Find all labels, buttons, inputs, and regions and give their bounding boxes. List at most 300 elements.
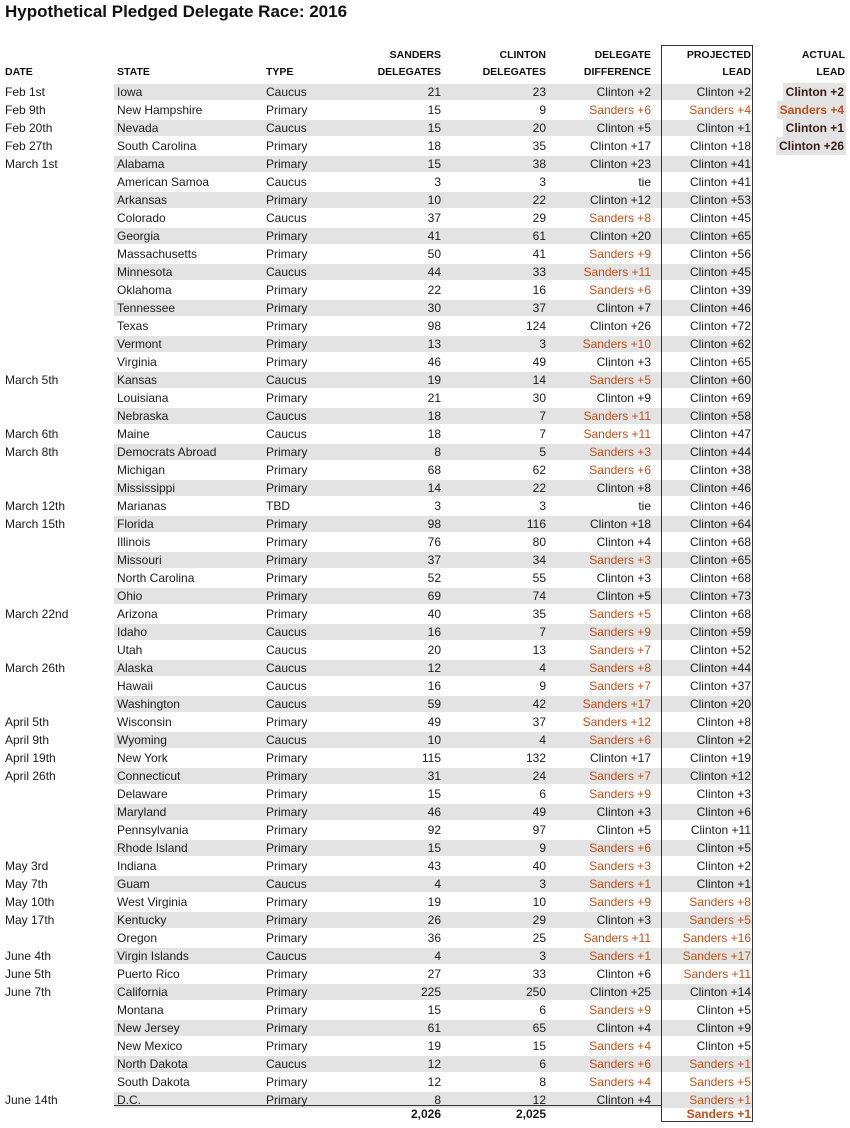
row-clinton-delegates: 13 bbox=[532, 643, 546, 657]
row-sanders-delegates: 15 bbox=[427, 1003, 441, 1017]
row-date: April 26th bbox=[5, 769, 56, 783]
row-delegate-difference: Clinton +17 bbox=[589, 139, 651, 153]
row-stripe bbox=[114, 498, 662, 514]
row-sanders-delegates: 12 bbox=[427, 1057, 441, 1071]
row-projected-lead: Sanders +5 bbox=[689, 913, 751, 927]
row-projected-lead: Sanders +1 bbox=[689, 1057, 751, 1071]
row-state: Illinois bbox=[117, 535, 151, 549]
row-sanders-delegates: 59 bbox=[427, 697, 441, 711]
row-type: Caucus bbox=[266, 661, 307, 675]
table-row bbox=[0, 425, 850, 443]
row-clinton-delegates: 80 bbox=[532, 535, 546, 549]
row-actual-lead: Clinton +2 bbox=[783, 83, 846, 101]
row-sanders-delegates: 8 bbox=[434, 445, 441, 459]
row-projected-lead: Clinton +65 bbox=[689, 553, 751, 567]
row-sanders-delegates: 15 bbox=[427, 121, 441, 135]
row-clinton-delegates: 8 bbox=[539, 1075, 546, 1089]
row-state: Tennessee bbox=[117, 301, 176, 315]
row-delegate-difference: Clinton +7 bbox=[596, 301, 651, 315]
row-sanders-delegates: 49 bbox=[427, 715, 441, 729]
row-delegate-difference: Sanders +17 bbox=[582, 697, 651, 711]
table-row bbox=[0, 857, 850, 875]
row-projected-lead: Clinton +56 bbox=[689, 247, 751, 261]
table-row bbox=[0, 389, 850, 407]
row-projected-lead: Clinton +44 bbox=[689, 445, 751, 459]
row-clinton-delegates: 10 bbox=[532, 895, 546, 909]
row-type: Primary bbox=[266, 805, 308, 819]
row-sanders-delegates: 16 bbox=[427, 625, 441, 639]
table-row bbox=[0, 713, 850, 731]
row-stripe bbox=[114, 264, 662, 280]
row-clinton-delegates: 6 bbox=[539, 787, 546, 801]
row-sanders-delegates: 19 bbox=[427, 373, 441, 387]
row-date: April 9th bbox=[5, 733, 50, 747]
row-projected-lead: Clinton +38 bbox=[689, 463, 751, 477]
row-sanders-delegates: 18 bbox=[427, 139, 441, 153]
row-stripe bbox=[114, 372, 662, 388]
row-sanders-delegates: 37 bbox=[427, 211, 441, 225]
row-delegate-difference: Sanders +4 bbox=[589, 1075, 651, 1089]
row-projected-lead: Clinton +3 bbox=[696, 787, 751, 801]
row-stripe bbox=[114, 948, 662, 964]
table-row bbox=[0, 911, 850, 929]
row-delegate-difference: Sanders +6 bbox=[589, 841, 651, 855]
total-projected-lead: Sanders +1 bbox=[686, 1107, 751, 1121]
row-date: Feb 1st bbox=[5, 85, 46, 99]
row-sanders-delegates: 18 bbox=[427, 409, 441, 423]
row-date: Feb 9th bbox=[5, 103, 46, 117]
row-sanders-delegates: 13 bbox=[427, 337, 441, 351]
row-stripe bbox=[114, 552, 662, 568]
row-projected-lead: Clinton +2 bbox=[696, 733, 751, 747]
row-projected-lead: Clinton +5 bbox=[696, 1039, 751, 1053]
row-delegate-difference: Sanders +7 bbox=[589, 679, 651, 693]
header-sanders-line1: SANDERS bbox=[389, 49, 441, 61]
row-projected-lead: Clinton +65 bbox=[689, 229, 751, 243]
row-stripe bbox=[114, 192, 662, 208]
table-row bbox=[0, 1037, 850, 1055]
table-row bbox=[0, 155, 850, 173]
table-row bbox=[0, 1019, 850, 1037]
table-row bbox=[0, 101, 850, 119]
row-type: Primary bbox=[266, 859, 308, 873]
table-row bbox=[0, 353, 850, 371]
row-delegate-difference: Clinton +4 bbox=[596, 1021, 651, 1035]
row-stripe bbox=[114, 858, 662, 874]
header-projected-line1: PROJECTED bbox=[686, 49, 751, 61]
row-clinton-delegates: 15 bbox=[532, 1039, 546, 1053]
row-stripe bbox=[114, 714, 662, 730]
row-projected-lead: Sanders +5 bbox=[689, 1075, 751, 1089]
row-type: Caucus bbox=[266, 175, 307, 189]
row-stripe bbox=[114, 84, 662, 100]
row-delegate-difference: Sanders +9 bbox=[589, 895, 651, 909]
row-sanders-delegates: 18 bbox=[427, 427, 441, 441]
row-sanders-delegates: 3 bbox=[434, 175, 441, 189]
row-delegate-difference: Clinton +8 bbox=[596, 481, 651, 495]
row-sanders-delegates: 46 bbox=[427, 355, 441, 369]
row-projected-lead: Clinton +62 bbox=[689, 337, 751, 351]
row-clinton-delegates: 9 bbox=[539, 103, 546, 117]
row-type: Primary bbox=[266, 751, 308, 765]
row-stripe bbox=[114, 588, 662, 604]
row-state: Maine bbox=[117, 427, 150, 441]
row-state: Vermont bbox=[117, 337, 162, 351]
row-projected-lead: Clinton +2 bbox=[696, 85, 751, 99]
row-sanders-delegates: 76 bbox=[427, 535, 441, 549]
row-projected-lead: Clinton +37 bbox=[689, 679, 751, 693]
row-delegate-difference: Sanders +1 bbox=[589, 949, 651, 963]
table-row bbox=[0, 533, 850, 551]
row-type: Primary bbox=[266, 1021, 308, 1035]
row-date: April 5th bbox=[5, 715, 50, 729]
row-state: Florida bbox=[117, 517, 154, 531]
row-projected-lead: Clinton +5 bbox=[696, 841, 751, 855]
row-sanders-delegates: 4 bbox=[434, 877, 441, 891]
row-stripe bbox=[114, 480, 662, 496]
header-date: DATE bbox=[5, 66, 33, 78]
row-type: Primary bbox=[266, 247, 308, 261]
row-stripe bbox=[114, 930, 662, 946]
row-sanders-delegates: 69 bbox=[427, 589, 441, 603]
row-type: Primary bbox=[266, 517, 308, 531]
row-delegate-difference: Clinton +5 bbox=[596, 589, 651, 603]
row-stripe bbox=[114, 120, 662, 136]
row-type: Primary bbox=[266, 139, 308, 153]
table-row bbox=[0, 965, 850, 983]
row-clinton-delegates: 42 bbox=[532, 697, 546, 711]
row-state: Puerto Rico bbox=[117, 967, 180, 981]
row-sanders-delegates: 15 bbox=[427, 103, 441, 117]
row-stripe bbox=[114, 156, 662, 172]
row-projected-lead: Clinton +73 bbox=[689, 589, 751, 603]
row-stripe bbox=[114, 570, 662, 586]
row-type: Primary bbox=[266, 607, 308, 621]
row-type: Caucus bbox=[266, 121, 307, 135]
row-stripe bbox=[114, 408, 662, 424]
row-sanders-delegates: 37 bbox=[427, 553, 441, 567]
row-delegate-difference: Sanders +11 bbox=[583, 427, 651, 441]
row-clinton-delegates: 35 bbox=[532, 607, 546, 621]
row-state: Oklahoma bbox=[117, 283, 172, 297]
row-date: March 1st bbox=[5, 157, 58, 171]
row-clinton-delegates: 7 bbox=[539, 409, 546, 423]
row-projected-lead: Sanders +16 bbox=[682, 931, 751, 945]
row-sanders-delegates: 46 bbox=[427, 805, 441, 819]
row-date: May 10th bbox=[5, 895, 55, 909]
row-state: Delaware bbox=[117, 787, 168, 801]
header-clinton-line1: CLINTON bbox=[499, 49, 546, 61]
row-clinton-delegates: 38 bbox=[532, 157, 546, 171]
row-state: New Mexico bbox=[117, 1039, 183, 1053]
row-clinton-delegates: 14 bbox=[532, 373, 546, 387]
row-projected-lead: Clinton +64 bbox=[689, 517, 751, 531]
row-type: TBD bbox=[266, 499, 290, 513]
row-delegate-difference: Sanders +11 bbox=[583, 265, 651, 279]
table-row bbox=[0, 209, 850, 227]
row-sanders-delegates: 44 bbox=[427, 265, 441, 279]
row-sanders-delegates: 98 bbox=[427, 517, 441, 531]
row-type: Caucus bbox=[266, 427, 307, 441]
row-clinton-delegates: 22 bbox=[532, 193, 546, 207]
row-sanders-delegates: 15 bbox=[427, 157, 441, 171]
row-sanders-delegates: 52 bbox=[427, 571, 441, 585]
row-date: March 5th bbox=[5, 373, 59, 387]
row-sanders-delegates: 98 bbox=[427, 319, 441, 333]
row-sanders-delegates: 30 bbox=[427, 301, 441, 315]
row-sanders-delegates: 12 bbox=[427, 661, 441, 675]
table-row bbox=[0, 263, 850, 281]
table-row bbox=[0, 335, 850, 353]
row-stripe bbox=[114, 462, 662, 478]
row-type: Caucus bbox=[266, 643, 307, 657]
row-state: Missouri bbox=[117, 553, 162, 567]
row-actual-lead: Clinton +1 bbox=[783, 119, 846, 137]
row-type: Caucus bbox=[266, 877, 307, 891]
row-date: June 14th bbox=[5, 1093, 58, 1107]
row-clinton-delegates: 30 bbox=[532, 391, 546, 405]
row-sanders-delegates: 61 bbox=[427, 1021, 441, 1035]
row-state: Kansas bbox=[117, 373, 158, 387]
row-clinton-delegates: 74 bbox=[532, 589, 546, 603]
row-state: Marianas bbox=[117, 499, 167, 513]
row-projected-lead: Clinton +2 bbox=[696, 859, 751, 873]
row-clinton-delegates: 65 bbox=[532, 1021, 546, 1035]
row-projected-lead: Clinton +44 bbox=[689, 661, 751, 675]
row-type: Primary bbox=[266, 229, 308, 243]
row-type: Caucus bbox=[266, 1057, 307, 1071]
table-row bbox=[0, 785, 850, 803]
row-stripe bbox=[114, 696, 662, 712]
row-date: Feb 20th bbox=[5, 121, 53, 135]
row-type: Primary bbox=[266, 823, 308, 837]
table-row bbox=[0, 497, 850, 515]
row-state: Utah bbox=[117, 643, 143, 657]
row-delegate-difference: Sanders +9 bbox=[589, 247, 651, 261]
row-clinton-delegates: 34 bbox=[532, 553, 546, 567]
row-projected-lead: Sanders +4 bbox=[689, 103, 751, 117]
row-projected-lead: Sanders +17 bbox=[682, 949, 751, 963]
row-clinton-delegates: 24 bbox=[532, 769, 546, 783]
row-delegate-difference: Clinton +20 bbox=[589, 229, 651, 243]
row-state: Alabama bbox=[117, 157, 165, 171]
row-projected-lead: Clinton +59 bbox=[689, 625, 751, 639]
row-delegate-difference: Clinton +9 bbox=[596, 391, 651, 405]
row-stripe bbox=[114, 840, 662, 856]
row-sanders-delegates: 31 bbox=[427, 769, 441, 783]
row-state: Guam bbox=[117, 877, 150, 891]
row-date: May 17th bbox=[5, 913, 55, 927]
row-stripe bbox=[114, 786, 662, 802]
row-delegate-difference: Clinton +3 bbox=[596, 571, 651, 585]
row-date: March 22nd bbox=[5, 607, 69, 621]
row-sanders-delegates: 10 bbox=[427, 193, 441, 207]
row-type: Primary bbox=[266, 1039, 308, 1053]
row-type: Primary bbox=[266, 967, 308, 981]
row-clinton-delegates: 3 bbox=[539, 337, 546, 351]
row-projected-lead: Clinton +14 bbox=[689, 985, 751, 999]
row-type: Caucus bbox=[266, 265, 307, 279]
row-clinton-delegates: 132 bbox=[525, 751, 546, 765]
row-clinton-delegates: 250 bbox=[525, 985, 546, 999]
row-type: Primary bbox=[266, 1003, 308, 1017]
row-delegate-difference: Sanders +5 bbox=[589, 373, 651, 387]
row-state: Virginia bbox=[117, 355, 157, 369]
row-type: Primary bbox=[266, 931, 308, 945]
row-projected-lead: Clinton +65 bbox=[689, 355, 751, 369]
table-row bbox=[0, 173, 850, 191]
row-stripe bbox=[114, 1002, 662, 1018]
row-clinton-delegates: 62 bbox=[532, 463, 546, 477]
row-clinton-delegates: 20 bbox=[532, 121, 546, 135]
total-sanders-delegates: 2,026 bbox=[410, 1107, 441, 1121]
row-stripe bbox=[114, 768, 662, 784]
row-state: Mississippi bbox=[117, 481, 176, 495]
row-type: Primary bbox=[266, 715, 308, 729]
row-delegate-difference: Sanders +3 bbox=[589, 553, 651, 567]
row-delegate-difference: Clinton +17 bbox=[589, 751, 651, 765]
row-delegate-difference: Sanders +6 bbox=[589, 283, 651, 297]
row-delegate-difference: Clinton +5 bbox=[596, 121, 651, 135]
row-type: Caucus bbox=[266, 679, 307, 693]
row-projected-lead: Clinton +1 bbox=[696, 121, 751, 135]
row-stripe bbox=[114, 876, 662, 892]
row-projected-lead: Clinton +68 bbox=[689, 571, 751, 585]
row-state: Nebraska bbox=[117, 409, 169, 423]
row-sanders-delegates: 12 bbox=[427, 1075, 441, 1089]
table-row bbox=[0, 803, 850, 821]
row-stripe bbox=[114, 210, 662, 226]
row-stripe bbox=[114, 750, 662, 766]
row-type: Caucus bbox=[266, 373, 307, 387]
row-state: Hawaii bbox=[117, 679, 154, 693]
table-row bbox=[0, 119, 850, 137]
row-delegate-difference: Sanders +6 bbox=[589, 733, 651, 747]
row-state: Washington bbox=[117, 697, 180, 711]
row-stripe bbox=[114, 984, 662, 1000]
row-date: March 15th bbox=[5, 517, 66, 531]
row-stripe bbox=[114, 660, 662, 676]
row-clinton-delegates: 37 bbox=[532, 301, 546, 315]
row-date: March 12th bbox=[5, 499, 66, 513]
row-type: Primary bbox=[266, 445, 308, 459]
row-clinton-delegates: 6 bbox=[539, 1057, 546, 1071]
row-projected-lead: Clinton +47 bbox=[689, 427, 751, 441]
table-row bbox=[0, 677, 850, 695]
table-row bbox=[0, 947, 850, 965]
row-type: Primary bbox=[266, 553, 308, 567]
table-row bbox=[0, 1073, 850, 1091]
row-sanders-delegates: 26 bbox=[427, 913, 441, 927]
row-state: Georgia bbox=[117, 229, 160, 243]
row-type: Primary bbox=[266, 283, 308, 297]
row-state: New Jersey bbox=[117, 1021, 180, 1035]
table-row bbox=[0, 731, 850, 749]
row-projected-lead: Clinton +8 bbox=[696, 715, 751, 729]
table-row bbox=[0, 443, 850, 461]
row-state: Maryland bbox=[117, 805, 167, 819]
row-clinton-delegates: 3 bbox=[539, 175, 546, 189]
row-delegate-difference: Sanders +4 bbox=[589, 1039, 651, 1053]
table-row bbox=[0, 893, 850, 911]
table-row bbox=[0, 767, 850, 785]
row-delegate-difference: Clinton +26 bbox=[589, 319, 651, 333]
row-sanders-delegates: 4 bbox=[434, 949, 441, 963]
table-row bbox=[0, 83, 850, 101]
row-delegate-difference: Sanders +9 bbox=[589, 787, 651, 801]
row-type: Primary bbox=[266, 985, 308, 999]
row-sanders-delegates: 3 bbox=[434, 499, 441, 513]
header-difference-line2: DIFFERENCE bbox=[583, 66, 651, 78]
header-difference-line1: DELEGATE bbox=[594, 49, 651, 61]
row-date: June 4th bbox=[5, 949, 52, 963]
row-stripe bbox=[114, 534, 662, 550]
row-sanders-delegates: 40 bbox=[427, 607, 441, 621]
row-type: Primary bbox=[266, 355, 308, 369]
row-state: Michigan bbox=[117, 463, 166, 477]
row-clinton-delegates: 49 bbox=[532, 355, 546, 369]
delegate-table-body bbox=[0, 83, 850, 1109]
row-clinton-delegates: 16 bbox=[532, 283, 546, 297]
page-title: Hypothetical Pledged Delegate Race: 2016 bbox=[5, 2, 348, 21]
row-clinton-delegates: 33 bbox=[532, 967, 546, 981]
row-type: Primary bbox=[266, 769, 308, 783]
row-clinton-delegates: 4 bbox=[539, 733, 546, 747]
row-type: Primary bbox=[266, 391, 308, 405]
row-sanders-delegates: 225 bbox=[420, 985, 441, 999]
header-type: TYPE bbox=[266, 66, 294, 78]
row-sanders-delegates: 15 bbox=[427, 841, 441, 855]
row-clinton-delegates: 3 bbox=[539, 499, 546, 513]
row-type: Caucus bbox=[266, 733, 307, 747]
table-row bbox=[0, 479, 850, 497]
row-projected-lead: Clinton +52 bbox=[689, 643, 751, 657]
row-stripe bbox=[114, 642, 662, 658]
row-stripe bbox=[114, 624, 662, 640]
row-delegate-difference: Sanders +11 bbox=[583, 409, 651, 423]
row-state: Wyoming bbox=[117, 733, 167, 747]
row-type: Primary bbox=[266, 157, 308, 171]
header-actual-line1: ACTUAL bbox=[801, 49, 845, 61]
row-sanders-delegates: 20 bbox=[427, 643, 441, 657]
row-clinton-delegates: 33 bbox=[532, 265, 546, 279]
table-row bbox=[0, 659, 850, 677]
row-stripe bbox=[114, 606, 662, 622]
row-state: D.C. bbox=[117, 1093, 141, 1107]
row-state: Democrats Abroad bbox=[117, 445, 217, 459]
row-delegate-difference: Sanders +6 bbox=[589, 103, 651, 117]
row-sanders-delegates: 21 bbox=[427, 391, 441, 405]
row-stripe bbox=[114, 894, 662, 910]
row-state: Idaho bbox=[117, 625, 148, 639]
row-clinton-delegates: 116 bbox=[526, 517, 546, 531]
row-delegate-difference: Sanders +9 bbox=[589, 625, 651, 639]
row-type: Primary bbox=[266, 841, 308, 855]
table-row bbox=[0, 281, 850, 299]
row-delegate-difference: Sanders +12 bbox=[582, 715, 651, 729]
table-row bbox=[0, 137, 850, 155]
row-type: Primary bbox=[266, 103, 308, 117]
row-projected-lead: Clinton +11 bbox=[690, 823, 751, 837]
row-state: Connecticut bbox=[117, 769, 181, 783]
row-sanders-delegates: 8 bbox=[434, 1093, 441, 1107]
row-date: Feb 27th bbox=[5, 139, 53, 153]
row-projected-lead: Clinton +53 bbox=[689, 193, 751, 207]
table-row bbox=[0, 587, 850, 605]
row-delegate-difference: Clinton +3 bbox=[596, 913, 651, 927]
row-projected-lead: Clinton +39 bbox=[689, 283, 751, 297]
row-sanders-delegates: 19 bbox=[427, 1039, 441, 1053]
